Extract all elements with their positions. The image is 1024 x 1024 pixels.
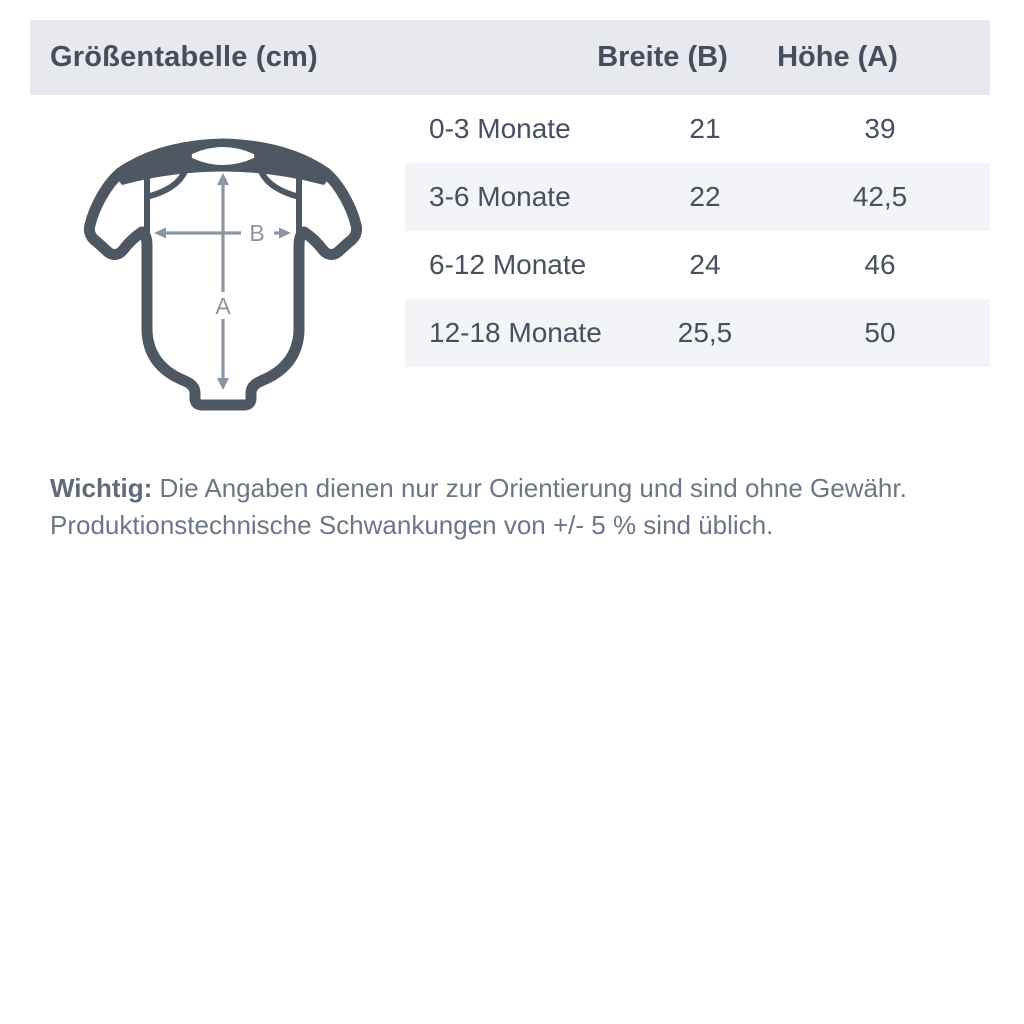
size-label: 6-12 Monate [429, 249, 587, 280]
hoehe-value: 46 [864, 249, 896, 280]
table-row [405, 163, 990, 231]
size-label: 12-18 Monate [429, 317, 602, 348]
breite-value: 21 [689, 113, 721, 144]
table-row [405, 299, 990, 367]
column-header-hoehe: Höhe (A) [777, 41, 898, 73]
note-line2: Produktionstechnische Schwankungen von +/- 5 % sind üblich. [50, 510, 774, 540]
column-header-breite: Breite (B) [597, 41, 728, 73]
size-label: 3-6 Monate [429, 181, 571, 212]
breite-value: 25,5 [677, 317, 733, 348]
table-row [405, 95, 990, 163]
note-lead: Wichtig: [50, 473, 153, 503]
disclaimer-note [50, 470, 1010, 544]
label-b: B [249, 220, 265, 246]
baby-bodysuit-icon [80, 128, 372, 420]
page-title: Größentabelle (cm) [50, 41, 318, 73]
size-table [405, 95, 990, 367]
note-line1: Die Angaben dienen nur zur Orientierung und sind ohne Gewähr. [159, 473, 907, 503]
hoehe-value: 42,5 [852, 181, 908, 212]
hoehe-value: 39 [864, 113, 896, 144]
label-a: A [215, 293, 231, 319]
breite-value: 24 [689, 249, 721, 280]
hoehe-value: 50 [864, 317, 896, 348]
table-row [405, 231, 990, 299]
table-header-bar [30, 20, 990, 95]
size-label: 0-3 Monate [429, 113, 571, 144]
breite-value: 22 [689, 181, 721, 212]
